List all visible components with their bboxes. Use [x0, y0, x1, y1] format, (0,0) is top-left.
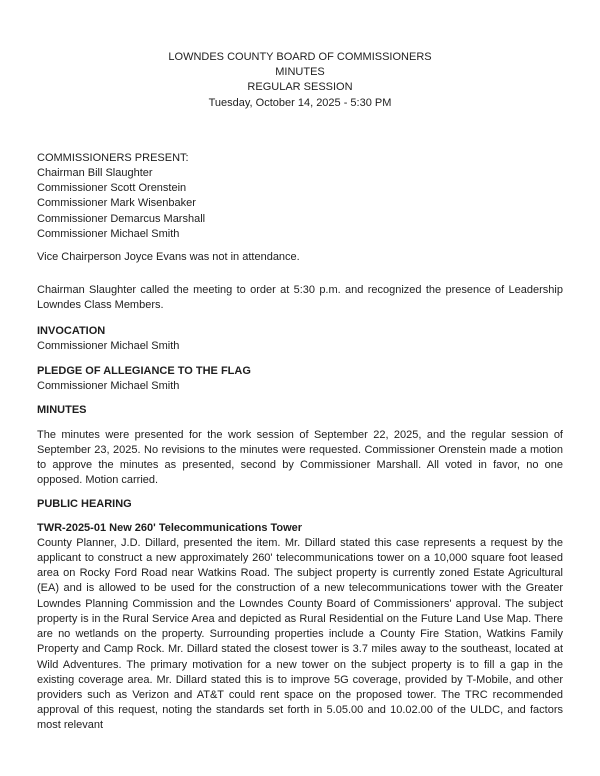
absence-note: Vice Chairperson Joyce Evans was not in attendance. — [37, 251, 300, 264]
commissioner-name: Chairman Bill Slaughter — [37, 167, 153, 180]
title-line-org: LOWNDES COUNTY BOARD OF COMMISSIONERS — [168, 51, 432, 63]
commissioner-name: Commissioner Mark Wisenbaker — [37, 197, 196, 210]
commissioner-name: Commissioner Michael Smith — [37, 227, 180, 240]
title-line-session-type: REGULAR SESSION — [247, 81, 353, 94]
invocation-body: Commissioner Michael Smith — [37, 339, 180, 352]
title-line-doc-type: MINUTES — [275, 66, 325, 79]
attendance-section — [37, 151, 563, 242]
public-hearing-heading: PUBLIC HEARING — [37, 498, 132, 511]
invocation-heading: INVOCATION — [37, 324, 106, 337]
pledge-heading: PLEDGE OF ALLEGIANCE TO THE FLAG — [37, 365, 251, 378]
pledge-body: Commissioner Michael Smith — [37, 380, 180, 393]
title-line-date-time: Tuesday, October 14, 2025 - 5:30 PM — [208, 96, 392, 109]
public-hearing-item-heading: TWR-2025-01 New 260' Telecommunications Tower — [37, 521, 303, 534]
call-to-order-paragraph: Chairman Slaughter called the meeting to order at 5:30 p.m. and recognized the presence of Leadership Lowndes Class Members. — [37, 284, 563, 312]
commissioners-present-label: COMMISSIONERS PRESENT: — [37, 151, 189, 164]
minutes-paragraph: The minutes were presented for the work session of September 22, 2025, and the regular session of September 23, 2025. No revisions to the minutes were requested. Commissioner Orenstein made a motion to approve the minutes as presented, second by Commissioner Marshall. All voted in favor, no one opposed. Motion carried. — [37, 428, 563, 487]
public-hearing-item-paragraph: County Planner, J.D. Dillard, presented the item. Mr. Dillard stated this case represents a request by the applicant to construct a new approximately 260' telecommunications tower on a 10,000 square foot leased area on Rocky Ford Road near Watkins Road. The subject property is currently zoned Estate Agricultural (EA) and is allowed to be used for the construction of a new telecommunications tower with the Greater Lowndes Planning Commission and the Lowndes County Board of Commissioners' approval. The subject property is in the Rural Service Area and depicted as Rural Residential on the Future Land Use Map. There are no wetlands on the property. Surrounding properties include a County Fire Station, Watkins Family Property and Camp Rock. Mr. Dillard stated the closest tower is 3.7 miles away to the southeast, located at Wild Adventures. The primary motivation for a new tower on the subject property is to fill a gap in the existing coverage area. Mr. Dillard stated this is to improve 5G coverage, provided by T-Mobile, and other providers such as Verizon and AT&T could rent space on the proposed tower. The TRC recommended approval of this request, noting the standards set forth in 5.05.00 and 10.02.00 of the ULDC, and factors most relevant — [37, 536, 563, 732]
document-title-block — [37, 50, 563, 111]
commissioner-name: Commissioner Scott Orenstein — [37, 182, 187, 195]
minutes-heading: MINUTES — [37, 404, 87, 417]
commissioner-name: Commissioner Demarcus Marshall — [37, 212, 206, 225]
